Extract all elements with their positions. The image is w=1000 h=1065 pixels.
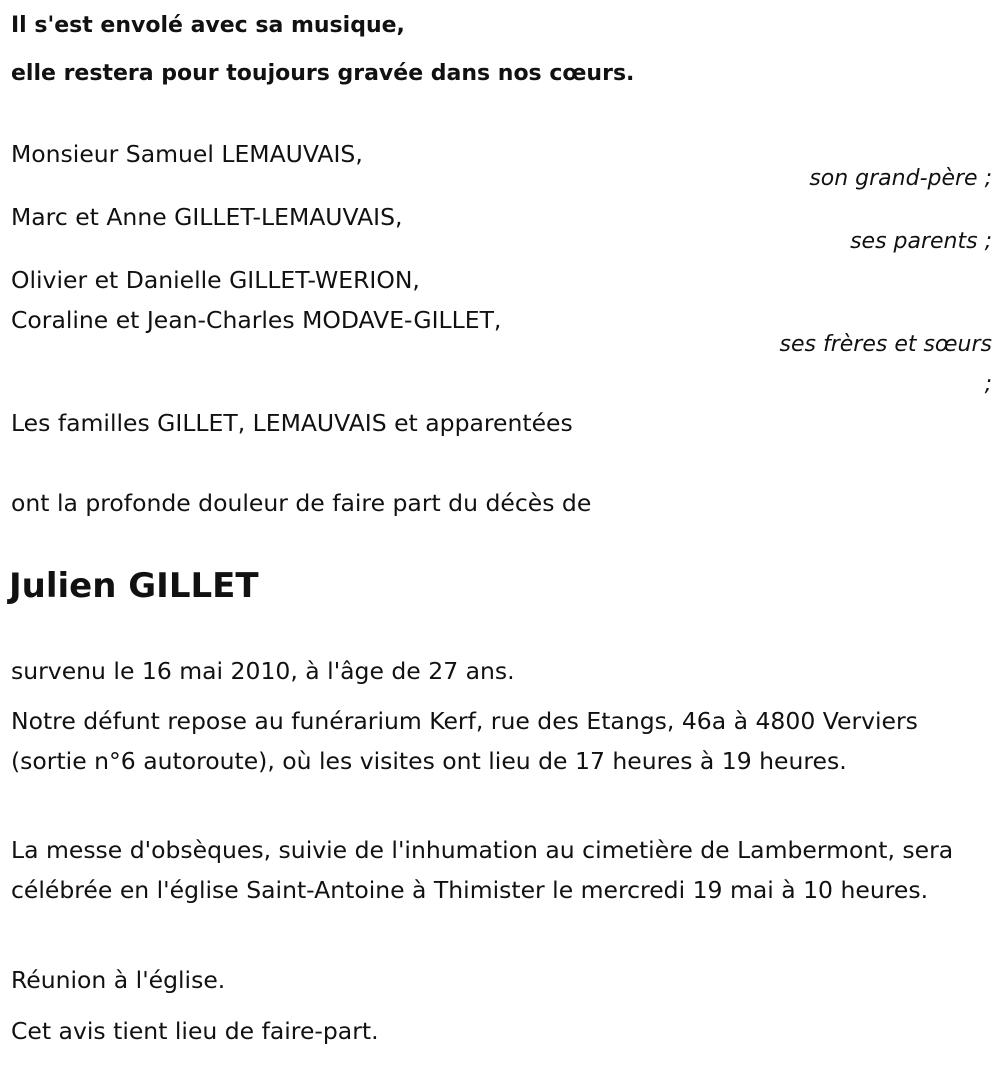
- date-of-death: survenu le 16 mai 2010, à l'âge de 27 ans.: [11, 657, 515, 685]
- epigraph-line-1: Il s'est envolé avec sa musique,: [11, 13, 405, 38]
- notice-line: Cet avis tient lieu de faire-part.: [11, 1017, 379, 1045]
- families-line: Les familles GILLET, LEMAUVAIS et apparentées: [11, 409, 573, 437]
- siblings-role-end: ;: [984, 372, 992, 397]
- grandfather-name: Monsieur Samuel LEMAUVAIS,: [11, 140, 363, 168]
- epigraph-line-2: elle restera pour toujours gravée dans nos cœurs.: [11, 61, 635, 86]
- grandfather-role: son grand-père ;: [809, 166, 992, 191]
- meeting-place: Réunion à l'église.: [11, 966, 226, 994]
- announcement-line: ont la profonde douleur de faire part du décès de: [11, 489, 592, 517]
- sibling-name-1: Olivier et Danielle GILLET-WERION,: [11, 266, 420, 294]
- siblings-role: ses frères et sœurs: [779, 332, 992, 357]
- deceased-name: Julien GILLET: [9, 566, 259, 606]
- parents-name: Marc et Anne GILLET-LEMAUVAIS,: [11, 203, 403, 231]
- funeral-details: La messe d'obsèques, suivie de l'inhumation au cimetière de Lambermont, sera célébrée en l'église Saint-Antoine à Thimister le mercredi 19 mai à 10 heures.: [11, 836, 954, 904]
- sibling-name-2: Coraline et Jean-Charles MODAVE-GILLET,: [11, 306, 502, 334]
- parents-role: ses parents ;: [850, 229, 992, 254]
- resting-place: Notre défunt repose au funérarium Kerf, rue des Etangs, 46a à 4800 Verviers (sortie n°6 autoroute), où les visites ont lieu de 17 heures à 19 heures.: [11, 707, 918, 775]
